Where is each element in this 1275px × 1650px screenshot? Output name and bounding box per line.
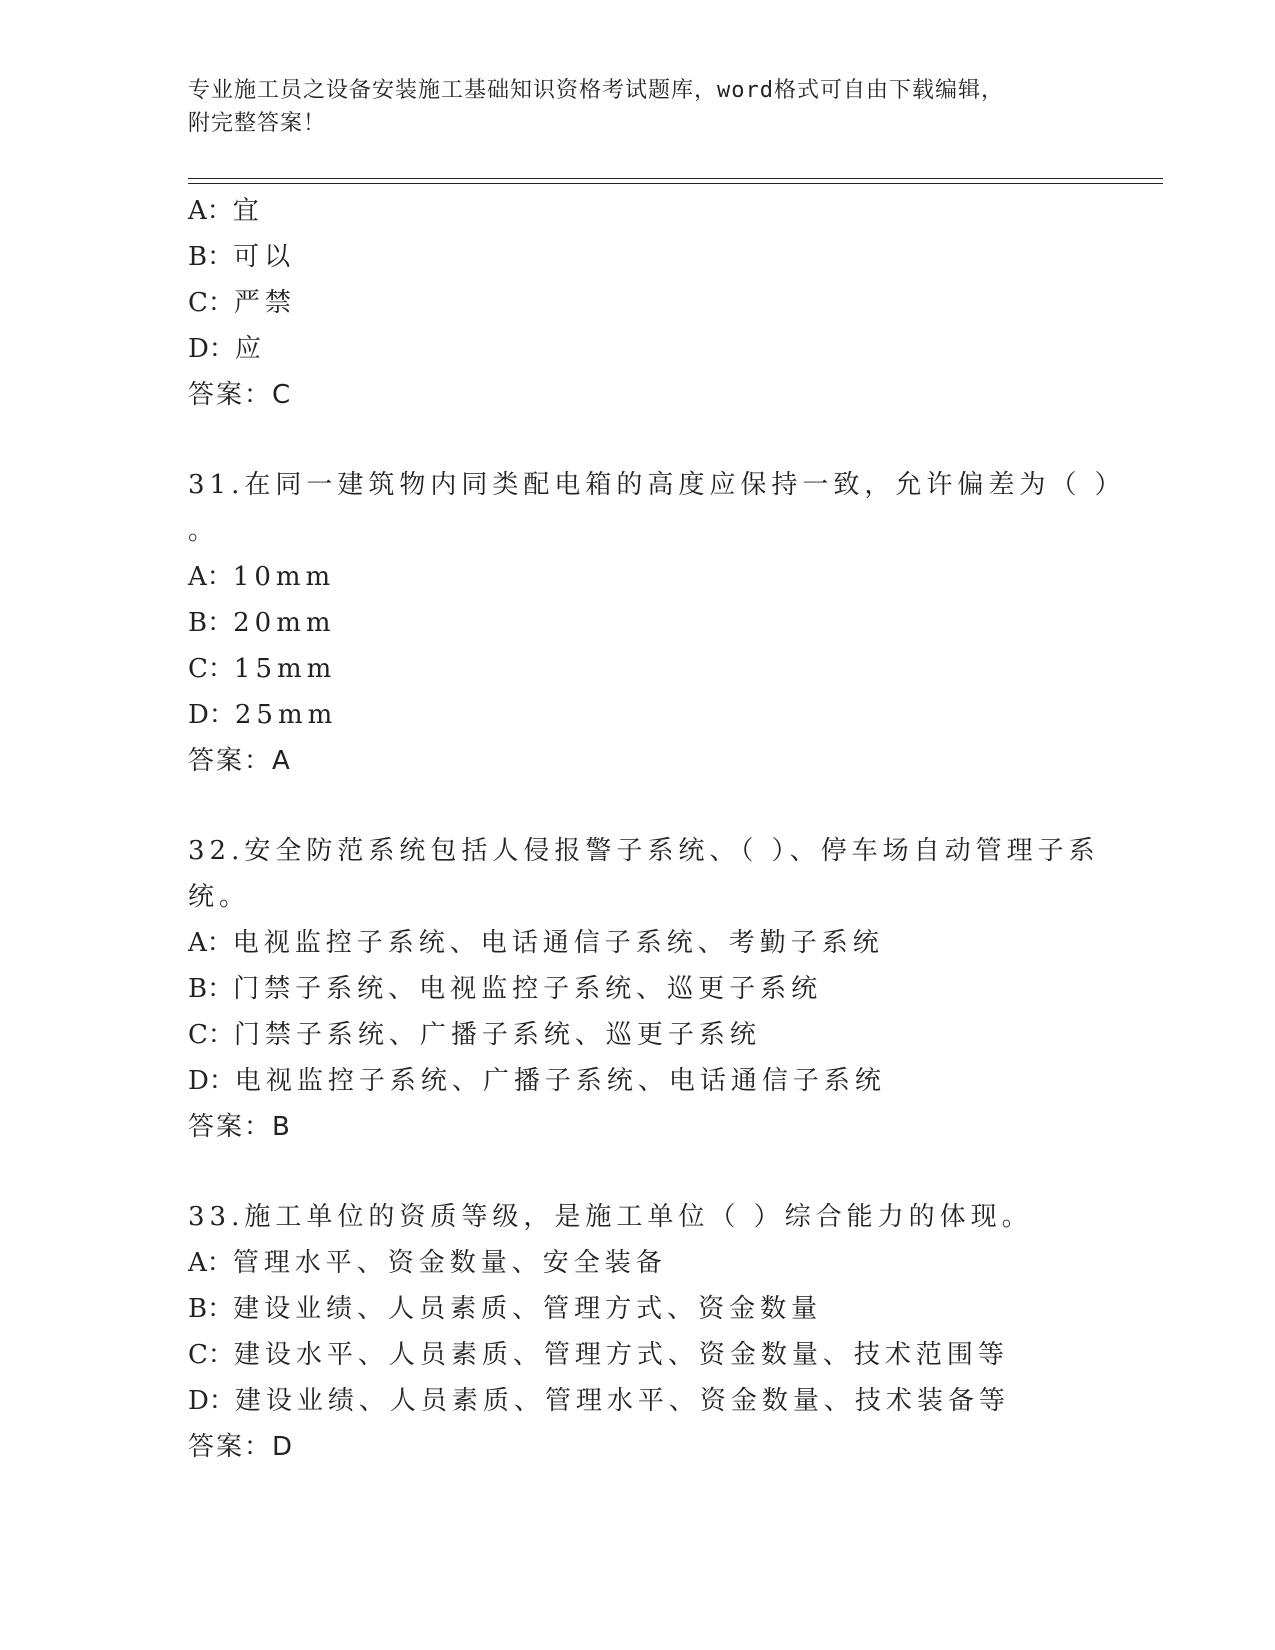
- question-stem: 32.安全防范系统包括人侵报警子系统、（ ）、停车场自动管理子系: [188, 836, 1100, 866]
- question-30: [188, 188, 1088, 418]
- header-line-1: 专业施工员之设备安装施工基础知识资格考试题库，word格式可自由下载编辑，: [188, 78, 1004, 103]
- option-a: A：电视监控子系统、电话通信子系统、考勤子系统: [188, 928, 884, 958]
- header-divider-bottom: [188, 183, 1163, 184]
- question-32: [188, 828, 1100, 1150]
- option-c: C：15mm: [188, 654, 337, 684]
- option-c: C：门禁子系统、广播子系统、巡更子系统: [188, 1020, 761, 1050]
- option-a: A：管理水平、资金数量、安全装备: [188, 1248, 667, 1278]
- option-b: B：建设业绩、人员素质、管理方式、资金数量: [188, 1294, 823, 1324]
- document-header: [188, 74, 1088, 140]
- spacer: [188, 784, 1088, 828]
- option-b: B：20mm: [188, 608, 336, 638]
- option-d: D：25mm: [188, 700, 338, 730]
- spacer: [188, 1150, 1088, 1194]
- question-stem: 33.施工单位的资质等级，是施工单位（ ）综合能力的体现。: [188, 1202, 1033, 1232]
- option-d: D：建设业绩、人员素质、管理水平、资金数量、技术装备等: [188, 1386, 1010, 1416]
- question-list: [188, 188, 1126, 1470]
- spacer: [188, 418, 1088, 462]
- answer: 答案：D: [188, 1432, 295, 1462]
- question-stem: 31.在同一建筑物内同类配电箱的高度应保持一致，允许偏差为（ ）: [188, 470, 1126, 500]
- question-stem-continued: 。: [188, 516, 220, 546]
- question-33: [188, 1194, 1088, 1470]
- answer: 答案：A: [188, 746, 292, 776]
- option-a: A：10mm: [188, 562, 336, 592]
- header-line-2: 附完整答案！: [188, 111, 327, 136]
- option-a: A：宜: [188, 196, 264, 226]
- option-c: C：严禁: [188, 288, 296, 318]
- header-divider-top: [188, 178, 1163, 179]
- question-31: [188, 462, 1126, 784]
- option-d: D：应: [188, 334, 266, 364]
- option-b: B：门禁子系统、电视监控子系统、巡更子系统: [188, 974, 823, 1004]
- option-d: D：电视监控子系统、广播子系统、电话通信子系统: [188, 1066, 886, 1096]
- option-c: C：建设水平、人员素质、管理方式、资金数量、技术范围等: [188, 1340, 1009, 1370]
- question-stem-continued: 统。: [188, 882, 251, 912]
- answer: 答案：B: [188, 1112, 292, 1142]
- answer: 答案：C: [188, 380, 293, 410]
- option-b: B：可以: [188, 242, 296, 272]
